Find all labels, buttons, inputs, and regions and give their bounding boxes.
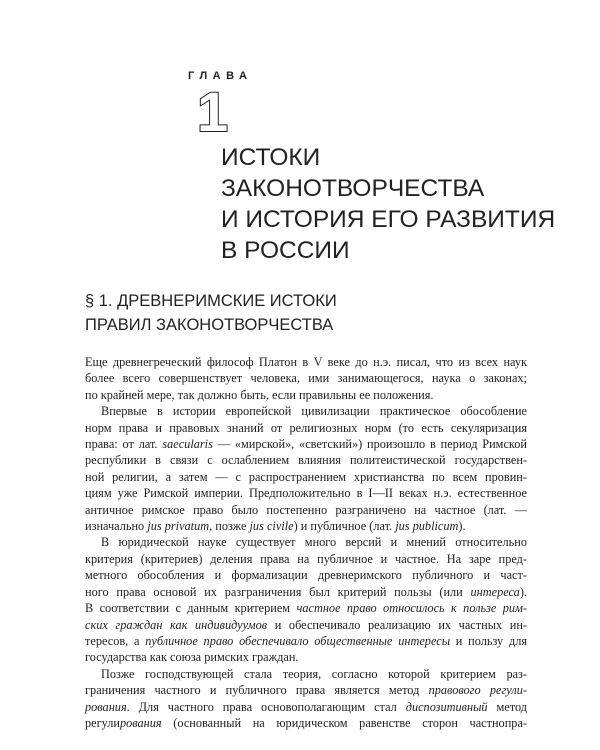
text-line: норм права и правовых знаний от религиозных норм (то есть секуляризация <box>85 420 527 435</box>
chapter-title-line: ИСТОКИ <box>221 144 321 171</box>
text-line: республики в связи с ослаблением влияния политеистической государствен- <box>85 453 527 468</box>
chapter-title-line: ЗАКОНОТВОРЧЕСТВА <box>221 175 485 202</box>
text-line: регулирования (основанный на юридическом равенстве сторон частнопра- <box>85 715 527 730</box>
body-text <box>85 354 527 731</box>
text-line: циям уже Римской империи. Предположительно в I—II веках н.э. естественное <box>85 486 527 501</box>
chapter-label: ГЛАВА <box>188 70 253 82</box>
text-line: изначально jus privatum, позже jus civile) и публичное (лат. jus publicum). <box>85 519 466 534</box>
text-line: граничения частного и публичного права является метод правового регули- <box>85 683 527 698</box>
section-title-line: ПРАВИЛ ЗАКОНОТВОРЧЕСТВА <box>85 316 334 334</box>
text-line: В юридической науке существует много версий и мнений относительно <box>101 535 527 550</box>
text-line: античное римское право было постепенно разграничено на частное (лат. — <box>85 502 527 517</box>
chapter-title <box>221 142 581 266</box>
text-line: более всего совершенствует человека, ими занимающегося, наука о законах; <box>85 371 527 386</box>
text-line: Позже господствующей стала теория, согласно которой критерием раз- <box>101 666 527 681</box>
text-line: рования. Для частного права основополагающим стал диспозитивный метод <box>85 699 528 714</box>
text-line: Еще древнегреческий философ Платон в V веке до н.э. писал, что из всех наук <box>85 355 527 369</box>
paragraph <box>85 354 527 403</box>
section-title <box>85 289 545 337</box>
text-line: ного права основой их разграничения был критерий пользы (или интереса). <box>85 584 527 599</box>
text-line: права: от лат. saecularis — «мирской», «светский») произошло в период Римской <box>85 437 528 452</box>
text-line: тересов, а публичное право обеспечивало общественные интересы и пользу для <box>85 633 527 648</box>
chapter-title-line: В РОССИИ <box>221 237 350 264</box>
section-title-line: § 1. ДРЕВНЕРИМСКИЕ ИСТОКИ <box>85 292 337 310</box>
text-line: метного обособления и формализации древнеримского публичного и част- <box>85 568 527 583</box>
text-line: Впервые в истории европейской цивилизации практическое обособление <box>101 404 527 419</box>
paragraph <box>85 666 527 732</box>
text-line: государства как союза римских граждан. <box>85 650 299 665</box>
paragraph <box>85 534 527 665</box>
text-line: ских граждан как индивидуумов и обеспечивало реализацию их частных ин- <box>85 617 528 632</box>
chapter-title-line: И ИСТОРИЯ ЕГО РАЗВИТИЯ <box>221 206 556 233</box>
text-line: критерия (критериев) деления права на публичное и частное. На заре пред- <box>85 551 527 566</box>
text-line: по крайней мере, так должно быть, если правильны ее положения. <box>85 387 434 402</box>
text-line: В соответствии с данным критерием частное право относилось к пользе рим- <box>85 601 527 616</box>
chapter-number: 1 <box>197 80 229 143</box>
text-line: ной религии, а затем — с распространением христианства по всем провин- <box>85 469 527 484</box>
paragraph <box>85 403 527 534</box>
